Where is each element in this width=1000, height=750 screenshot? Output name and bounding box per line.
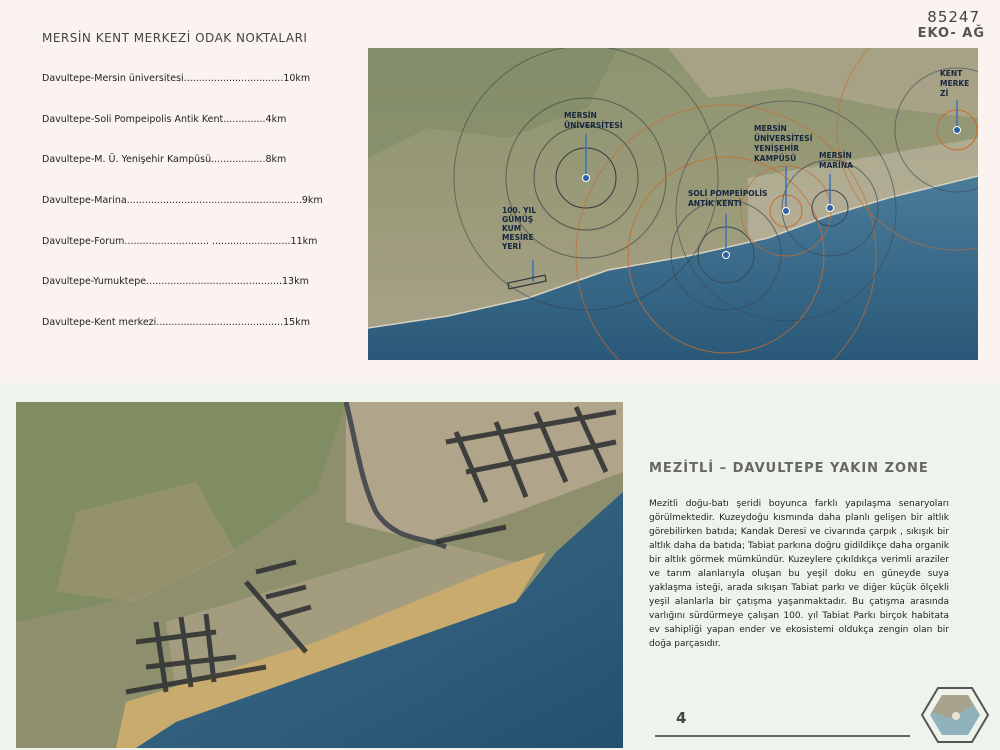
project-code: 85247 <box>927 8 980 26</box>
zone-title: MEZİTLİ – DAVULTEPE YAKIN ZONE <box>649 461 929 476</box>
label-city-center: MERKE <box>940 79 970 88</box>
label-yenisehir: ÜNİVERSİTESİ <box>754 134 813 143</box>
label-mersin-uni: MERSİN <box>564 111 597 120</box>
label-yenisehir: YENİŞEHİR <box>754 144 799 153</box>
label-soli: ANTİK KENTİ <box>688 199 742 208</box>
label-mersin-uni: ÜNİVERSİTESİ <box>564 121 623 130</box>
label-yenisehir: MERSİN <box>754 124 787 133</box>
label-gumus-kum: YERİ <box>502 242 522 251</box>
distance-item: Davultepe-Yumuktepe.............................................13km <box>42 276 309 287</box>
page-divider <box>655 735 910 737</box>
label-gumus-kum: 100. YIL <box>502 206 537 215</box>
distance-item: Davultepe-Mersin üniversitesi.................................10km <box>42 73 311 84</box>
label-yenisehir: KAMPÜSÜ <box>754 154 797 163</box>
page-number: 4 <box>676 709 687 727</box>
label-city-center: KENT <box>940 69 963 78</box>
project-name: EKO- AĞ <box>917 26 985 41</box>
label-soli: SOLİ POMPEİPOLİS <box>688 189 768 198</box>
label-marina: MARİNA <box>819 161 853 170</box>
label-gumus-kum: KUM <box>502 224 522 233</box>
distance-item: Davultepe-Kent merkezi..........................................15km <box>42 317 310 328</box>
focus-points-title: MERSİN KENT MERKEZİ ODAK NOKTALARI <box>42 31 308 45</box>
hexagon-thumbnail-icon <box>920 686 990 744</box>
label-gumus-kum: GÜMÜŞ <box>502 215 534 224</box>
aerial-focus-map <box>368 48 978 360</box>
label-gumus-kum: MESİRE <box>502 233 534 242</box>
label-city-center: Zİ <box>940 89 949 98</box>
distance-item: Davultepe-Forum............................ ..........................11km <box>42 236 318 247</box>
label-marina: MERSİN <box>819 151 852 160</box>
distance-item: Davultepe-M. Ü. Yenişehir Kampüsü..................8km <box>42 154 287 165</box>
distance-item: Davultepe-Marina..........................................................9km <box>42 195 323 206</box>
zone-aerial-map <box>16 402 623 748</box>
distance-item: Davultepe-Soli Pompeipolis Antik Kent..............4km <box>42 114 287 125</box>
zone-description: Mezitli doğu-batı şeridi boyunca farklı yapılaşma senaryoları görülmektedir. Kuzeydoğu kısmında daha planlı gelişen bir altlık görebilirken batıda; Kandak Deresi ve civarında çarpık , sıkışık bir altlık daha da batıda; Tabiat parkına doğru gidildikçe daha organik bir altlık görmek mümkündür. Kuzeylere çıkıldıkça verimli araziler ve tarım alanlarıyla oluşan bu yeşil doku en güneyde suya yaklaşma isteği, arada sıkışan Tabiat parkı ve diğer küçük ölçekli yeşil alanlarla bir çatışma yaşanmaktadır. Bu çatışma arasında varlığını sürdürmeye çalışan 100. yıl Tabiat Parkı birçok habitata ev sahipliği yapan ender ve ekosistemi oldukça zengin olan bir doğa parçasıdır. <box>649 499 949 649</box>
